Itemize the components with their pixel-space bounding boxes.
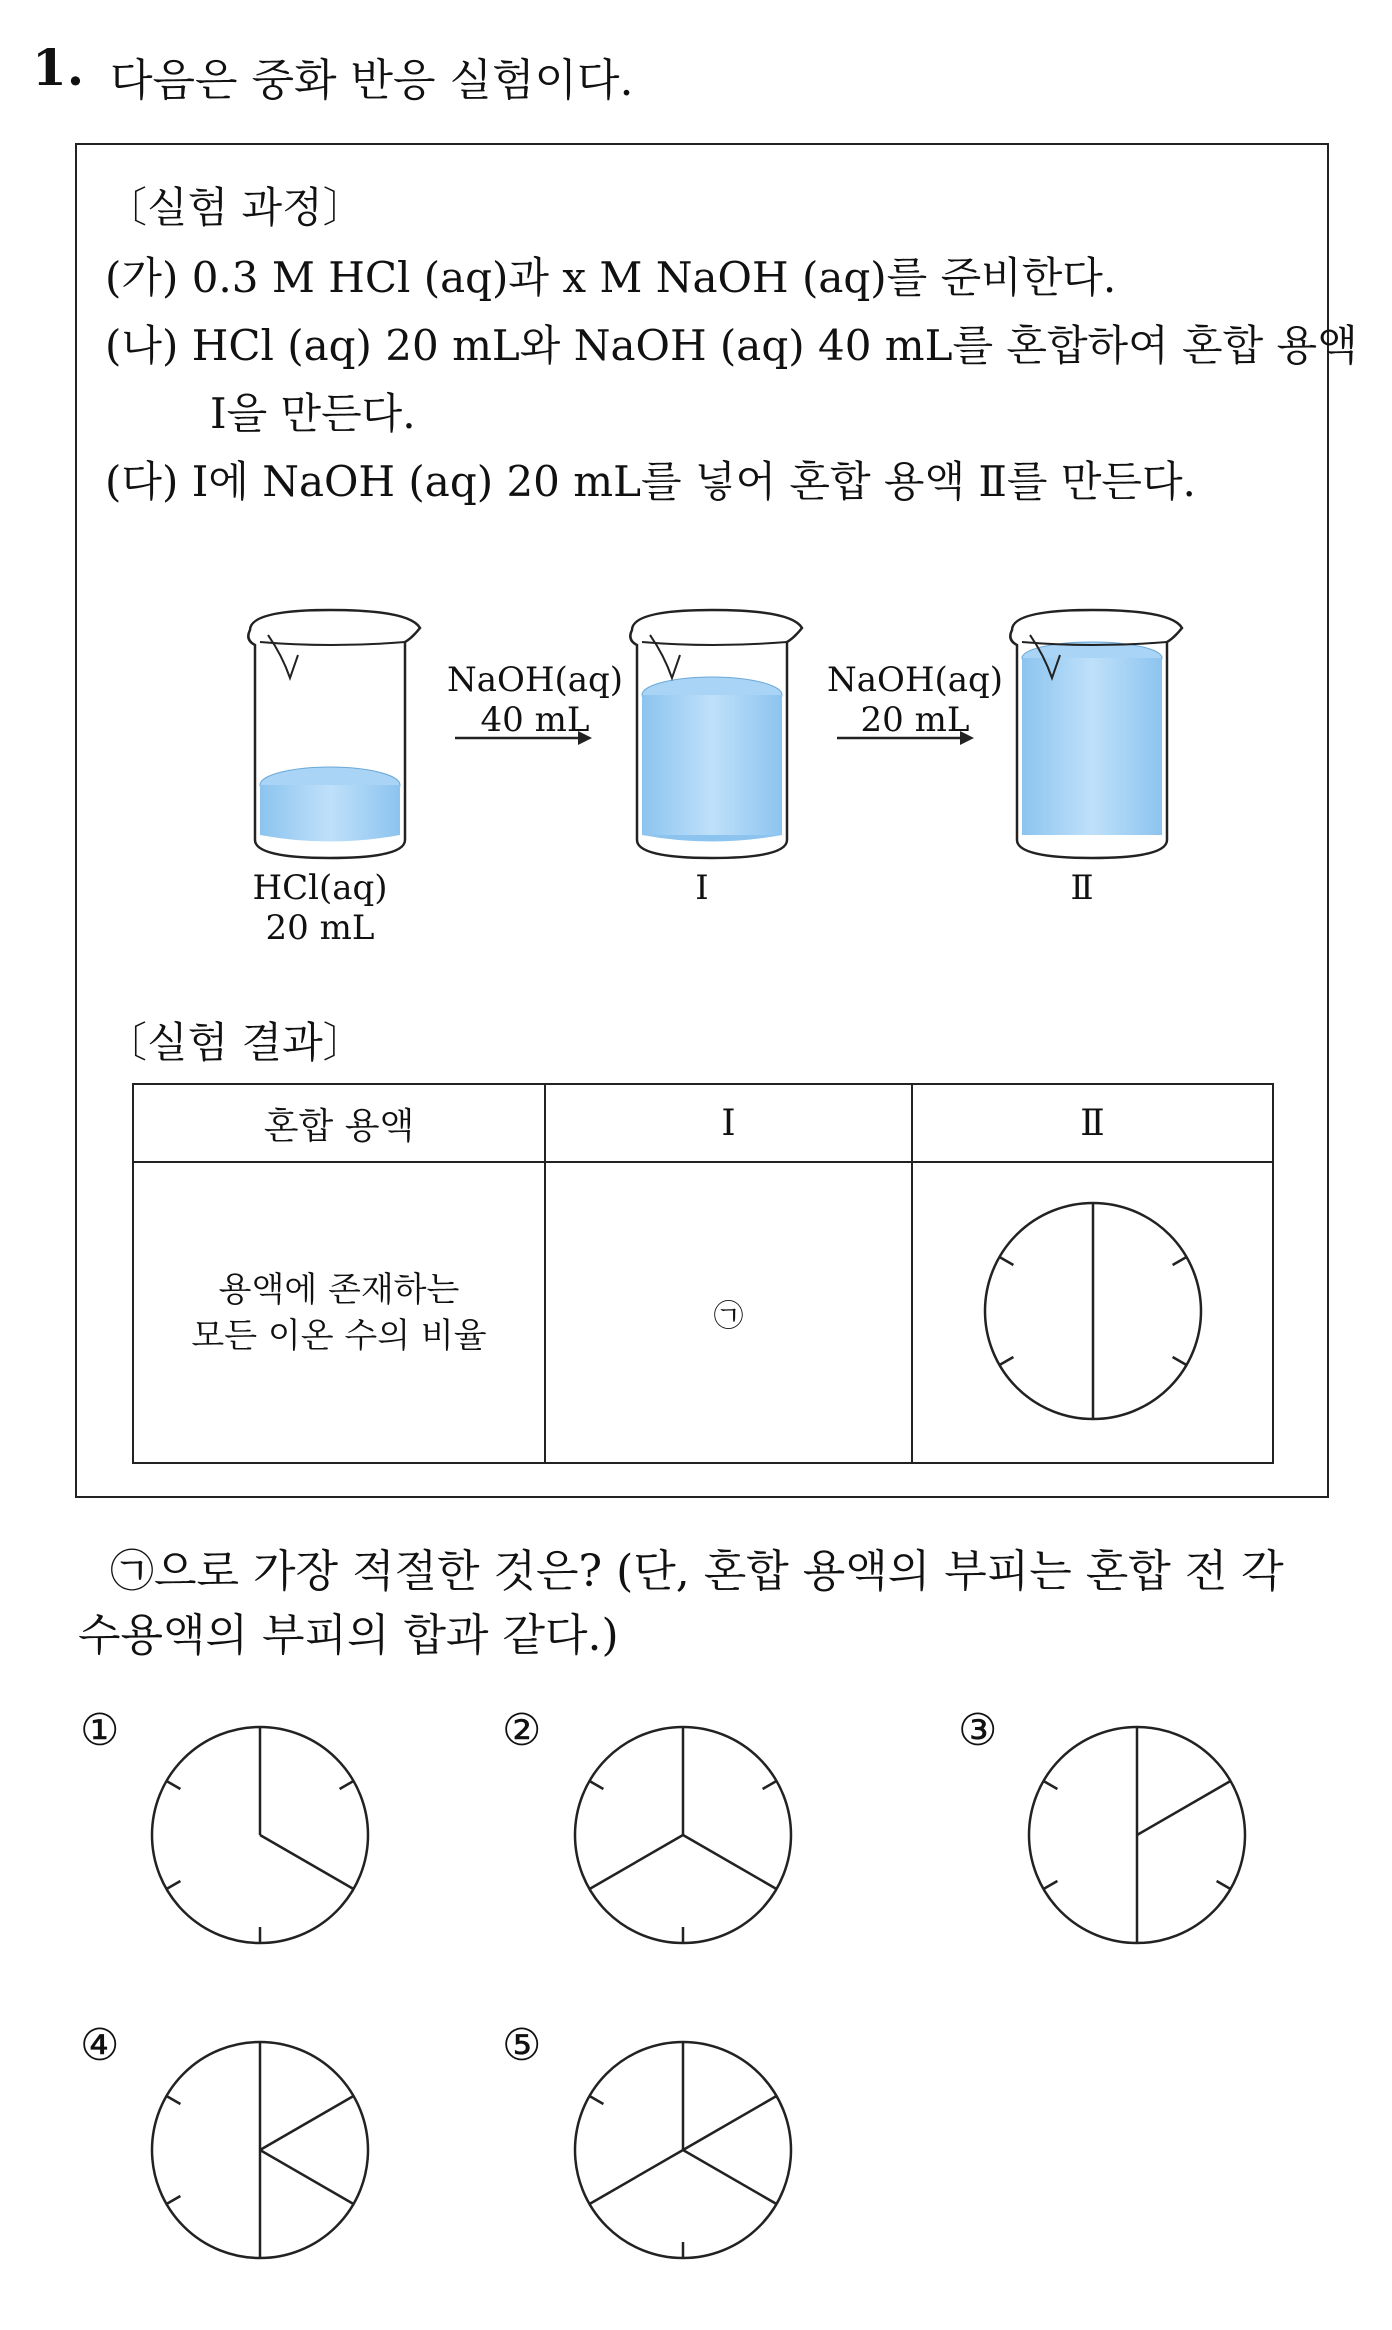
follow-up-line-1: ㉠으로 가장 적절한 것은? (단, 혼합 용액의 부피는 혼합 전 각	[110, 1546, 1284, 1597]
beaker-II	[1010, 610, 1182, 858]
procedure-step-na-1: (나) HCl (aq) 20 mL와 NaOH (aq) 40 mL를 혼합하여 혼합 용액	[105, 321, 1358, 370]
procedure-step-ga: (가) 0.3 M HCl (aq)과 x M NaOH (aq)를 준비한다.	[105, 253, 1117, 302]
row-label	[133, 1162, 545, 1463]
row-label-line-1: 용액에 존재하는	[218, 1269, 460, 1310]
beaker-I	[630, 610, 802, 858]
result-table	[132, 1083, 1274, 1464]
ratio-circle-II	[978, 1196, 1208, 1426]
option-5-number[interactable]: ⑤	[502, 2020, 542, 2071]
result-heading: 〔실험 결과〕	[105, 1018, 365, 1067]
beaker3-label: Ⅱ	[1070, 868, 1094, 908]
option-4-chart[interactable]	[145, 2035, 375, 2265]
arrow2-label-volume: 20 mL	[860, 700, 970, 740]
question-stem: 다음은 중화 반응 실험이다.	[110, 55, 634, 106]
beaker-hcl	[248, 610, 420, 858]
table-header-row	[133, 1084, 1273, 1162]
option-1-number[interactable]: ①	[80, 1705, 120, 1756]
header-II: Ⅱ	[912, 1084, 1273, 1162]
beaker-figure	[200, 590, 1220, 870]
procedure-step-da: (다) Ⅰ에 NaOH (aq) 20 mL를 넣어 혼합 용액 Ⅱ를 만든다.	[105, 457, 1196, 506]
option-2-chart[interactable]	[568, 1720, 798, 1950]
procedure-heading: 〔실험 과정〕	[105, 183, 365, 232]
header-mixture: 혼합 용액	[133, 1084, 545, 1162]
beaker1-label-reagent: HCl(aq)	[252, 868, 388, 908]
follow-up-line-2: 수용액의 부피의 합과 같다.)	[78, 1610, 619, 1661]
option-1-chart[interactable]	[145, 1720, 375, 1950]
row-label-line-2: 모든 이온 수의 비율	[191, 1315, 487, 1356]
arrow1-label-volume: 40 mL	[480, 700, 590, 740]
option-3-number[interactable]: ③	[958, 1705, 998, 1756]
arrow2-label-reagent: NaOH(aq)	[826, 660, 1004, 700]
beaker2-label: Ⅰ	[695, 868, 709, 908]
cell-blank: ㉠	[545, 1162, 912, 1463]
cell-II-chart	[912, 1162, 1273, 1463]
procedure-step-na-2: Ⅰ을 만든다.	[210, 389, 416, 438]
option-5-chart[interactable]	[568, 2035, 798, 2265]
question-number: 1.	[32, 38, 85, 97]
header-I: Ⅰ	[545, 1084, 912, 1162]
option-2-number[interactable]: ②	[502, 1705, 542, 1756]
arrow1-label-reagent: NaOH(aq)	[446, 660, 624, 700]
option-3-chart[interactable]	[1022, 1720, 1252, 1950]
option-4-number[interactable]: ④	[80, 2020, 120, 2071]
table-row	[133, 1162, 1273, 1463]
beaker1-label-volume: 20 mL	[265, 908, 375, 948]
